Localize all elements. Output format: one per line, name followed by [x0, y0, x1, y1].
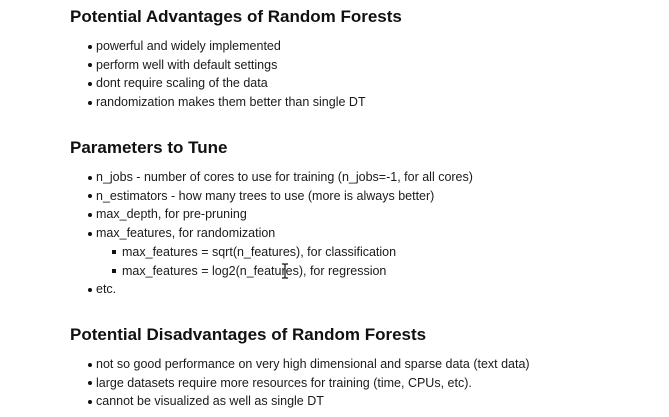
section-heading-parameters: Parameters to Tune: [70, 138, 228, 157]
list-item-label: max_features, for randomization: [96, 226, 276, 241]
advantages-list: [70, 37, 366, 112]
section-heading-advantages: Potential Advantages of Random Forests: [70, 7, 402, 26]
list-item: n_estimators - how many trees to use (more is always better): [70, 187, 473, 206]
list-item: dont require scaling of the data: [70, 74, 366, 93]
sub-list-item: max_features = log2(n_features), for regression: [96, 262, 473, 281]
list-item: etc.: [70, 280, 473, 299]
list-item: not so good performance on very high dimensional and sparse data (text data): [70, 355, 530, 374]
list-item: [70, 224, 473, 280]
sub-list-item: max_features = sqrt(n_features), for classification: [96, 243, 473, 262]
list-item: powerful and widely implemented: [70, 37, 366, 56]
list-item: n_jobs - number of cores to use for training (n_jobs=-1, for all cores): [70, 168, 473, 187]
section-heading-disadvantages: Potential Disadvantages of Random Forests: [70, 325, 427, 344]
list-item: perform well with default settings: [70, 56, 366, 75]
list-item: randomization makes them better than single DT: [70, 93, 366, 112]
parameters-list: [70, 168, 473, 299]
list-item: max_depth, for pre-pruning: [70, 205, 473, 224]
disadvantages-list: [70, 355, 530, 411]
list-item: cannot be visualized as well as single DT: [70, 392, 530, 411]
list-item: large datasets require more resources for training (time, CPUs, etc).: [70, 374, 530, 393]
text-cursor-icon: [281, 263, 289, 279]
